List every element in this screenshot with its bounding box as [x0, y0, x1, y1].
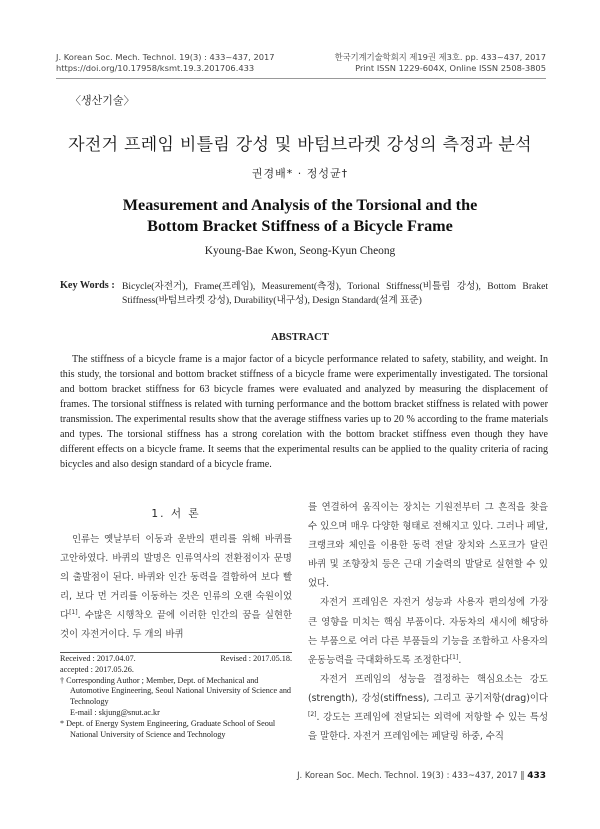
right-paragraph-3-text: 자전거 프레임의 성능을 결정하는 핵심요소는 강도(strength), 강성(stiffness), 그리고 공기저항(drag)이다 [308, 673, 548, 704]
journal-citation-header [56, 52, 275, 74]
right-paragraph-3 [308, 670, 548, 746]
english-title [0, 195, 600, 237]
english-title-line1: Measurement and Analysis of the Torsional and the [122, 196, 478, 214]
email-note: E-mail : skjung@snut.ac.kr [70, 707, 160, 717]
right-paragraph-2-tail: . [458, 654, 462, 666]
abstract-text: The stiffness of a bicycle frame is a major factor of a bicycle performance related to safety, stability, and weight. In this study, the torsional and bottom bracket stiffness of a bicycle frame were experimentally investigated. The torsional and bottom bracket stiffness for 63 bicycle frames were evaluated and analyzed by measuring the displacement of frames. The torsional stiffness is related with turning performance and the bottom bracket stiffness is related with power transmission. The experimental results show that the average stiffness varies up to 20 % according to the frame materials and types. The torsional stiffness has a strong corelation with the bottom bracket stiffness even though they have different effects on a bicycle frame. It seems that the experimental results can be applied to the quality criteria of racing bicycles and also design standard of a bicycle frame. [60, 354, 548, 471]
doi-link[interactable]: https://doi.org/10.17958/ksmt.19.3.201706.433 [56, 63, 255, 73]
reference-marker[interactable]: [2] [308, 710, 317, 718]
reference-marker[interactable]: [1] [449, 653, 459, 661]
received-date: Received : 2017.04.07. [60, 654, 136, 663]
page-number: 433 [527, 771, 546, 781]
english-title-line2: Bottom Bracket Stiffness of a Bicycle Frame [147, 217, 453, 235]
footer-citation: J. Korean Soc. Mech. Technol. 19(3) : 433~437, 2017 ‖ [297, 770, 528, 780]
right-paragraph-1: 를 연결하여 움직이는 장치는 기원전부터 그 흔적을 찾을 수 있으며 매우 다양한 형태로 전해지고 있다. 그러나 페달, 크랭크와 체인을 이용한 동력 전달 장치와 스포크가 달린 바퀴 및 조향장치 등은 근대 기술력의 발달로 실현할 수 있었다. [308, 502, 548, 590]
right-column [308, 498, 548, 746]
right-paragraph-3-tail: . 강도는 프레임에 전달되는 외력에 저항할 수 있는 특성을 말한다. 자전거 프레임에는 페달링 하중, 수직 [308, 712, 548, 743]
reference-marker[interactable]: [1] [69, 609, 78, 617]
journal-citation: J. Korean Soc. Mech. Technol. 19(3) : 433~437, 2017 [56, 52, 275, 62]
footnote-divider [60, 652, 292, 653]
intro-text-tail: . 수많은 시행착오 끝에 이러한 인간의 꿈을 실현한 것이 자전거이다. 두 개의 바퀴 [60, 610, 292, 641]
page-footer [297, 770, 546, 781]
revised-date: Revised : 2017.05.18. [220, 654, 292, 663]
right-paragraph-2 [308, 593, 548, 669]
accepted-date: accepted : 2017.05.26. [60, 664, 134, 674]
keywords-label: Key Words : [60, 280, 115, 291]
korean-title: 자전거 프레임 비틀림 강성 및 바텀브라켓 강성의 측정과 분석 [68, 135, 532, 155]
left-column [60, 530, 292, 645]
footnotes [60, 654, 292, 740]
intro-text: 인류는 옛날부터 이동과 운반의 편리를 위해 바퀴를 고안하였다. 바퀴의 발명은 인류역사의 전환점이자 문명의 출발점이 된다. 바퀴와 인간 동력을 결합하여 보다 빨리, 보다 먼 거리를 이동하는 것은 인류의 오랜 숙원이었다 [60, 534, 292, 622]
section-heading-introduction: 1. 서 론 [151, 508, 201, 520]
keywords-list: Bicycle(자전거), Frame(프레임), Measurement(측정), Torional Stiffness(비틀림 강성), Bottom Braket Stiffness(바텀브라켓 강성), Durability(내구성), Design Standard(설계 표준) [122, 281, 548, 306]
journal-info-header [335, 52, 546, 74]
header-divider [56, 78, 546, 79]
abstract-heading: ABSTRACT [271, 332, 329, 343]
corresponding-author-note: † Corresponding Author ; Member, Dept. of Mechanical and Automotive Engineering, Seoul National University of Science and Technology [60, 675, 292, 707]
journal-korean-info: 한국기계기술학회지 제19권 제3호. pp. 433~437, 2017 [334, 52, 546, 62]
right-paragraph-2-text: 자전거 프레임은 자전거 성능과 사용자 편의성에 가장 큰 영향을 미치는 핵심 부품이다. 자동차의 새시에 해당하는 부품으로 여러 다른 부품들의 기능을 조합하고 사용자의 운동능력을 극대화하도록 조정한다 [308, 597, 548, 666]
english-authors: Kyoung-Bae Kwon, Seong-Kyun Cheong [204, 245, 396, 257]
intro-paragraph [60, 530, 292, 645]
category-label: 〈생산기술〉 [70, 94, 135, 107]
issn-info: Print ISSN 1229-604X, Online ISSN 2508-3805 [355, 63, 546, 73]
korean-authors: 권경배* · 정성균† [251, 167, 349, 180]
dates-row [60, 654, 292, 665]
dept-note: * Dept. of Energy System Engineering, Graduate School of Seoul National University of Science and Technology [60, 718, 276, 739]
